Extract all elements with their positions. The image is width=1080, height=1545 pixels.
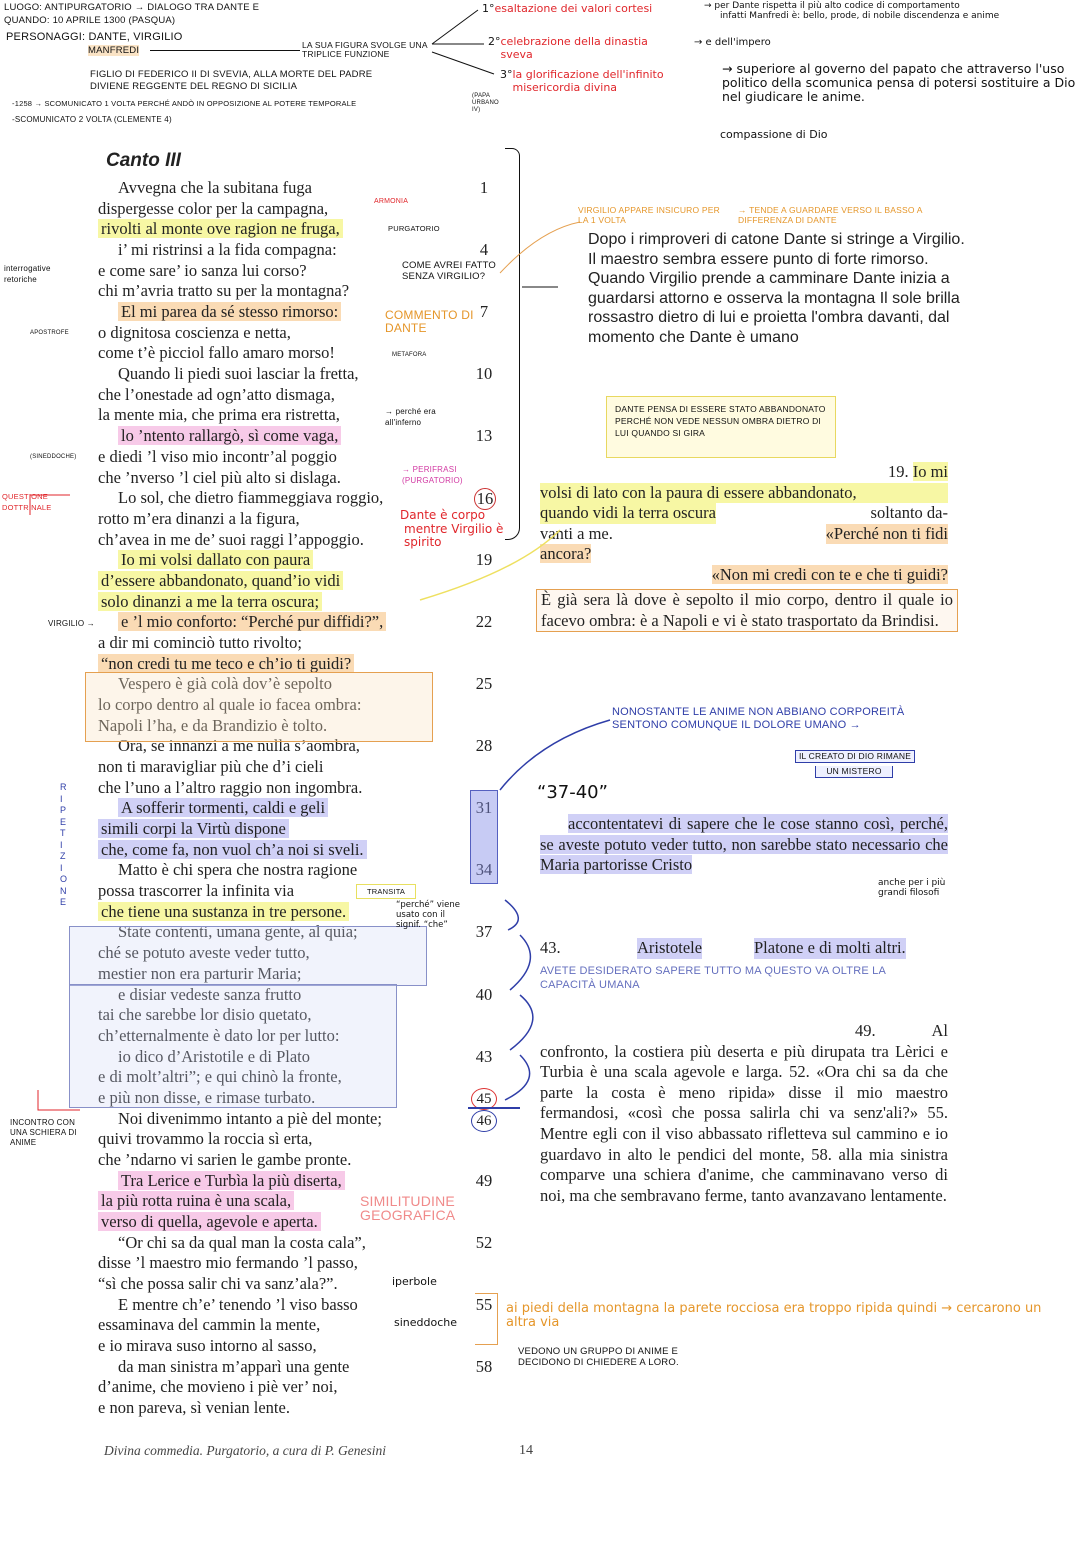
poem-line-text: la mente mia, che prima era ristretta, (98, 405, 340, 425)
p19-a: Io mi (912, 462, 948, 481)
f2-note: → e dell'impero (694, 37, 771, 48)
poem-line-text: mestier non era parturir Maria; (98, 963, 302, 983)
line-number: 19 (475, 550, 493, 570)
note-compassione: compassione di Dio (720, 128, 828, 141)
poem-line-text: che, come fa, non vuol ch’a noi si sveli. (98, 840, 367, 859)
note-armonia: ARMONIA (374, 198, 409, 205)
circled-line-number: 46 (471, 1110, 497, 1132)
note-similitudine: SIMILITUDINE GEOGRAFICA (360, 1193, 456, 1223)
poem-line-text: Ora, se innanzi a me nulla s’aombra, (118, 736, 360, 756)
note-questione-dottrinale: QUESTIONE DOTTRINALE (2, 492, 52, 512)
note-avete-desiderato: AVETE DESIDERATO SAPERE TUTTO MA QUESTO VA OLTRE LA CAPACITÀ UMANA (540, 965, 886, 991)
poem-line-text: che ’ndarno vi sarien le gambe pronte. (98, 1149, 352, 1169)
poem-line-text: a dir mi cominciò tutto rivolto; (98, 632, 302, 652)
note-triplice-funzione: LA SUA FIGURA SVOLGE UNA TRIPLICE FUNZIONE (302, 40, 428, 59)
note-scomunicato-2: -SCOMUNICATO 2 VOLTA (CLEMENTE 4) (12, 115, 172, 124)
note-virgilio-spirito: mentre Virgilio è spirito (404, 522, 504, 549)
line-number: 28 (475, 736, 493, 756)
poem-line-text: tai che sarebbe lor disio quetato, (98, 1005, 312, 1025)
poem-line-text: e non pareva, sì venian lente. (98, 1398, 290, 1418)
line-number: 37 (475, 922, 493, 942)
poem-line-text: rivolti al monte ove ragion ne fruga, (98, 219, 343, 238)
f1-text: esaltazione dei valori cortesi (494, 2, 653, 15)
p19-f: «Perché non ti fidi (825, 523, 948, 543)
paraphrase-49: 49. Al confronto, la costiera più deserta e più dirupata tra Lèrici e Turbia è una scala agevole e larga. 52. «Ora chi sa da che parte la costa è meno ripida» disse il mio maestro fermandosi, «così che possa salirla chi va senz'ali?» 55. Mentre egli con il viso abbassato rifletteva sul cammino e io guardavo in alto le pendici del monte, 58. alla mia sinistra comparve una schiera d'anime, che camminavano verso di noi, ma che sembravano ferme, tanto avanzavano lentamente. (540, 1021, 948, 1205)
poem-line-text: rotto m’era dinanzi a la figura, (98, 508, 300, 528)
line-number: 40 (475, 984, 493, 1004)
poem-line-text: lo corpo dentro al quale io facea ombra: (98, 695, 362, 714)
canto-title: Canto III (106, 150, 181, 171)
poem-line-text: simili corpi la Virtù dispone (98, 819, 289, 838)
poem-line-text: “non credi tu me teco e ch’io ti guidi? (98, 654, 354, 673)
note-perifrasi: → PERIFRASI (PURGATORIO) (402, 465, 463, 485)
poem-line-text: i’ mi ristrinsi a la fida compagna: (118, 240, 337, 260)
poem-line-text: che l’onestade ad ogn’atto dismaga, (98, 384, 335, 404)
p19-g: ancora? (540, 544, 592, 564)
note-dante-corpo: Dante è corpo (400, 508, 486, 522)
paraphrase-25: È già sera là dove è sepolto il mio corpo, dentro il quale io facevo ombra: è a Napoli e vi è stato trasportato da Brindisi. (536, 589, 958, 632)
line-number: 31 (475, 798, 493, 818)
summary-text: Dopo i rimproveri di catone Dante si stringe a Virgilio. Il maestro sembra essere punto di forte rimorso. Quando Virgilio prende a camminare Dante inizia a guardarsi attorno e osserva la montagna Il sole brilla rossastro dietro di lui e proietta l'ombra davanti, dal momento che Dante è umano (588, 231, 965, 346)
poem-line-text: Matto è chi spera che nostra ragione (118, 860, 358, 880)
p19-e: vanti a me. (540, 523, 613, 543)
note-come-avrei: COME AVREI FATTO SENZA VIRGILIO? (402, 260, 496, 282)
note-luogo: LUOGO: ANTIPURGATORIO → DIALOGO TRA DANTE E (4, 2, 260, 13)
poem-line-text: El mi parea da sé stesso rimorso: (118, 302, 341, 321)
poem-line-text: State contenti, umana gente, al quia; (118, 922, 358, 942)
poem-line-text: da man sinistra m’apparì una gente (118, 1356, 350, 1376)
line-number: 55 (475, 1294, 493, 1314)
poem-line-text: d’anime, che movieno i piè ver’ noi, (98, 1377, 338, 1397)
poem-line-text: E mentre ch’e’ tenendo ’l viso basso (118, 1294, 358, 1314)
arrow-paura (420, 530, 560, 600)
p43-platone: Platone e di molti altri. (754, 938, 906, 957)
note-apostrofe: APOSTROFE (30, 330, 69, 336)
poem-line-text: Quando li piedi suoi lasciar la fretta, (118, 364, 359, 384)
p19-h: «Non mi credi con te e che ti guidi? (711, 564, 948, 584)
bracket-red (38, 1090, 80, 1110)
note-creato: IL CREATO DI DIO RIMANE (795, 750, 915, 763)
poem-line-text: lo ’ntento rallargò, sì come vaga, (118, 426, 341, 445)
note-perche-viene: “perché” viene usato con il signif. “che” (396, 900, 460, 930)
poem-line-text: e di molt’altri”; e qui chinò la fronte, (98, 1067, 342, 1087)
poem-line-text: e disiar vedeste sanza frutto (118, 984, 302, 1004)
line-number: 49 (475, 1170, 493, 1190)
poem-line-text: o dignitosa coscienza e netta, (98, 322, 291, 342)
note-purgatorio: PURGATORIO (388, 224, 440, 233)
note-personaggi: PERSONAGGI: DANTE, VIRGILIO (6, 31, 183, 43)
note-commento-dante: COMMENTO DI DANTE (385, 308, 474, 335)
yellow-note-box: DANTE PENSA DI ESSERE STATO ABBANDONATO PERCHÉ NON VEDE NESSUN OMBRA DIETRO DI LUI QUANDO SI GIRA (606, 396, 836, 458)
p43-number: 43. (540, 938, 561, 957)
circled-line-number: 45 (471, 1088, 497, 1110)
poem-line-text: possa trascorrer la infinita via (98, 881, 295, 901)
poem-line-text: la più rotta ruina è una scala, (98, 1191, 294, 1210)
note-sineddoche-viso: (SINEDDOCHE) (30, 454, 77, 460)
note-incontro: INCONTRO CON UNA SCHIERA DI ANIME (10, 1118, 77, 1147)
poem-line-text: verso di quella, agevole e aperta. (98, 1212, 321, 1231)
p19-number: 19. (887, 462, 909, 481)
note-scomunicato-1: -1258 → SCOMUNICATO 1 VOLTA PERCHÉ ANDÒ IN OPPOSIZIONE AL POTERE TEMPORALE (12, 99, 357, 108)
note-perche-era: → perché era all'inferno (385, 407, 436, 427)
note-iperbole: iperbole (392, 1275, 437, 1288)
line-number: 13 (475, 426, 493, 446)
f1-note-line1: → per Dante rispetta il più alto codice di comportamento (704, 1, 960, 11)
f2-label: 2° (488, 35, 501, 48)
arrow-f3 (432, 52, 494, 74)
line-number: 43 (475, 1046, 493, 1066)
poem-line-text: disse ’l maestro mio fermando ’l passo, (98, 1253, 358, 1273)
line-number: 4 (479, 240, 489, 260)
note-papa: (PAPA URBANO IV) (472, 93, 499, 113)
f3-note: → superiore al governo del papato che attraverso l'uso politico della scomunica pensa di potersi sostituire a Dio nel giudicare le anime. (722, 61, 1076, 104)
poem-line-text: e io mirava suso intorno al sasso, (98, 1336, 317, 1356)
line-number: 7 (479, 302, 489, 322)
f3-text: la glorificazione dell'infinito misericordia divina (512, 68, 664, 94)
poem-line-text: che l’uno a l’altro raggio non ingombra. (98, 777, 363, 797)
note-vedono: VEDONO UN GRUPPO DI ANIME E DECIDONO DI CHIEDERE A LORO. (518, 1346, 679, 1368)
poem-line-text: “sì che possa salir chi va sanz’ala?”. (98, 1274, 338, 1294)
poem-line-text: Lo sol, che dietro fiammeggiava roggio, (118, 488, 384, 508)
note-tende: → TENDE A GUARDARE VERSO IL BASSO A DIFFERENZA DI DANTE (738, 205, 923, 225)
p43-aristotele: Aristotele (637, 938, 703, 957)
note-virgilio: VIRGILIO → (48, 619, 95, 628)
note-ripetizione: R I P E T I Z I O N E (60, 782, 68, 907)
f1-label: 1° (482, 2, 495, 15)
line-number: 10 (475, 364, 493, 384)
poem-line-text: che ’nverso ’l ciel più alto si dislaga. (98, 467, 341, 487)
poem-line-text: Tra Lerice e Turbìa la più diserta, (118, 1171, 345, 1190)
poem-line-text: ch’avea in me de’ suoi raggi l’appoggio. (98, 529, 364, 549)
line-number: 22 (475, 612, 493, 632)
poem-line-text: Napoli l’ha, e da Brandizio è tolto. (98, 715, 328, 735)
poem-line-text: dispergesse color per la campagna, (98, 198, 329, 218)
note-virgilio-insicuro: VIRGILIO APPARE INSICURO PER LA 1 VOLTA (578, 205, 720, 225)
poem-line-text: non ti maravigliar più che d’i cieli (98, 757, 324, 777)
poem-line-text: solo dinanzi a me la terra oscura; (98, 592, 322, 611)
p37-text: accontentatevi di sapere che le cose stanno così, perché, se aveste potuto veder tutto, non sarebbe stato necessario che Maria partorisse Cristo (540, 814, 948, 875)
note-transita: TRANSITA (356, 884, 416, 899)
line-number: 34 (475, 860, 493, 880)
note-mistero: UN MISTERO (815, 766, 893, 778)
line-number: 58 (475, 1356, 493, 1376)
poem-line-text: e più non disse, e rimase turbato. (98, 1087, 316, 1107)
poem-line-text: quivi trovammo la roccia sì erta, (98, 1129, 313, 1149)
poem-line-text: Avvegna che la subitana fuga (118, 178, 312, 197)
note-manfredi: MANFREDI (88, 45, 140, 56)
arrows-37-46 (505, 900, 533, 1100)
note-piedi-montagna: ai piedi della montagna la parete rocciosa era troppo ripida quindi → cercarono un altra via (506, 1301, 1042, 1330)
poem-line-text: Io mi volsi dallato con paura (118, 550, 313, 569)
poem-line-text: A sofferir tormenti, caldi e geli (118, 798, 328, 817)
poem-line-text: io dico d’Aristotile e di Plato (118, 1046, 311, 1066)
f1-note-line2: infatti Manfredi è: bello, prode, di nobile discendenza e anime (720, 11, 1000, 21)
poem-line-text: d’essere abbandonato, quand’io vidi (98, 571, 343, 590)
note-quando: QUANDO: 10 APRILE 1300 (PASQUA) (4, 15, 176, 26)
page-number: 14 (519, 1443, 533, 1458)
poem-line-text: essaminava del cammin la mente, (98, 1315, 321, 1335)
line-number: 1 (479, 178, 489, 197)
poem-line-text: ché se potuto aveste veder tutto, (98, 943, 310, 963)
line-number: 16 (474, 488, 496, 510)
line-number: 52 (475, 1232, 493, 1252)
arrow-nonostante (500, 720, 610, 790)
poem-line-text: che tiene una sustanza in tre persone. (98, 902, 349, 921)
p19-d: soltanto da- (870, 503, 948, 523)
line-number: 25 (475, 674, 493, 694)
poem-line-text: “Or chi sa da qual man la costa cala”, (118, 1232, 366, 1252)
p19-c: quando vidi la terra oscura (540, 503, 716, 523)
note-ref-37-40: “37-40” (537, 782, 608, 803)
note-nonostante: NONOSTANTE LE ANIME NON ABBIANO CORPOREITÀ SENTONO COMUNQUE IL DOLORE UMANO → (612, 706, 905, 731)
poem-line-text: Noi divenimmo intanto a piè del monte; (118, 1108, 382, 1128)
poem-line-text: e ’l mio conforto: “Perché pur diffidi?”, (118, 612, 386, 631)
poem-line-text: e diedi ’l viso mio incontr’al poggio (98, 446, 337, 466)
arrow-virgilio (500, 222, 580, 273)
p19-b: volsi di lato con la paura di essere abbandonato, (540, 483, 948, 504)
poem-line-text: Vespero è già colà dov’è sepolto (118, 674, 332, 694)
note-figlio: FIGLIO DI FEDERICO II DI SVEVIA, ALLA MORTE DEL PADRE (90, 69, 373, 80)
poem-line-text: ch’etternalmente è dato lor per lutto: (98, 1025, 340, 1045)
note-filosofi: anche per i più grandi filosofi (878, 878, 946, 898)
f3-label: 3° (500, 68, 513, 81)
note-metafora: METAFORA (392, 352, 427, 358)
footer-source: Divina commedia. Purgatorio, a cura di P. Genesini (104, 1443, 386, 1458)
poem-line-text: chi m’avria tratto su per la montagna? (98, 281, 350, 301)
poem-line-text: e come sare’ io sanza lui corso? (98, 260, 307, 280)
note-reggente: DIVIENE REGGENTE DEL REGNO DI SICILIA (90, 81, 298, 92)
note-interrogative: interrogative retoriche (4, 264, 51, 284)
poem-line-text: come t’è picciol fallo amaro morso! (98, 343, 335, 363)
f2-text: celebrazione della dinastia sveva (500, 35, 648, 61)
note-sineddoche: sineddoche (394, 1316, 458, 1329)
arrow-f1 (432, 10, 478, 44)
bracket-questione (30, 495, 70, 515)
